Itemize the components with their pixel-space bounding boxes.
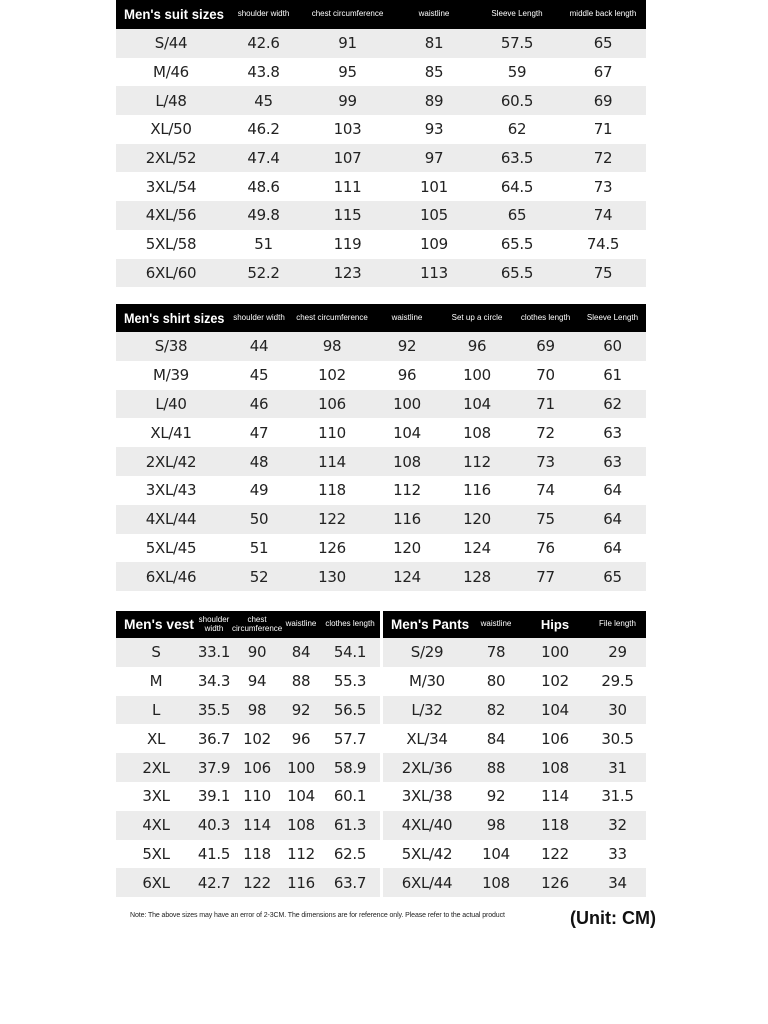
measurement-cell: 74.5 — [560, 230, 646, 259]
measurement-cell: 64 — [579, 505, 646, 534]
measurement-cell: 93 — [394, 115, 474, 144]
measurement-cell: 104 — [471, 840, 521, 869]
size-label-cell: 6XL/44 — [383, 868, 471, 897]
measurement-cell: 96 — [372, 361, 442, 390]
table-row — [116, 505, 646, 534]
size-label-cell: 2XL — [116, 753, 196, 782]
measurement-cell: 69 — [560, 86, 646, 115]
measurement-cell: 32 — [589, 811, 646, 840]
measurement-cell: 100 — [372, 390, 442, 419]
measurement-cell: 104 — [521, 696, 589, 725]
measurement-cell: 128 — [442, 562, 512, 591]
size-label-cell: 4XL/44 — [116, 505, 226, 534]
measurement-cell: 96 — [442, 332, 512, 361]
measurement-cell: 62 — [474, 115, 560, 144]
measurement-cell: 39.1 — [196, 782, 232, 811]
measurement-cell: 107 — [301, 144, 394, 173]
size-label-cell: S — [116, 638, 196, 667]
column-header: chest circumference — [232, 611, 282, 638]
measurement-cell: 100 — [442, 361, 512, 390]
table-row — [383, 840, 646, 869]
table-header-row — [116, 0, 646, 29]
vest-size-table — [116, 611, 380, 897]
table-row — [383, 638, 646, 667]
measurement-cell: 104 — [282, 782, 320, 811]
size-label-cell: M/30 — [383, 667, 471, 696]
measurement-cell: 120 — [372, 534, 442, 563]
measurement-cell: 59 — [474, 58, 560, 87]
measurement-cell: 106 — [292, 390, 372, 419]
measurement-cell: 91 — [301, 29, 394, 58]
measurement-cell: 51 — [226, 230, 301, 259]
measurement-cell: 89 — [394, 86, 474, 115]
size-label-cell: 5XL — [116, 840, 196, 869]
column-header: clothes length — [512, 304, 579, 332]
measurement-cell: 33.1 — [196, 638, 232, 667]
size-label-cell: L/40 — [116, 390, 226, 419]
measurement-cell: 48 — [226, 447, 292, 476]
column-header: Hips — [521, 611, 589, 638]
pants-size-table — [383, 611, 646, 897]
measurement-cell: 97 — [394, 144, 474, 173]
column-header: middle back length — [560, 0, 646, 29]
measurement-cell: 42.6 — [226, 29, 301, 58]
size-label-cell: M/39 — [116, 361, 226, 390]
column-header: chest circumference — [292, 304, 372, 332]
measurement-cell: 41.5 — [196, 840, 232, 869]
vest-table-body — [116, 638, 380, 897]
measurement-cell: 114 — [521, 782, 589, 811]
measurement-cell: 102 — [521, 667, 589, 696]
measurement-cell: 95 — [301, 58, 394, 87]
measurement-cell: 34 — [589, 868, 646, 897]
table-row — [116, 86, 646, 115]
table-row — [116, 447, 646, 476]
column-header: Sleeve Length — [474, 0, 560, 29]
table-header-row — [116, 611, 380, 638]
column-header: waistline — [394, 0, 474, 29]
measurement-cell: 114 — [232, 811, 282, 840]
table-header-row — [116, 304, 646, 332]
measurement-cell: 63 — [579, 447, 646, 476]
measurement-cell: 73 — [512, 447, 579, 476]
unit-label: (Unit: CM) — [570, 908, 656, 928]
measurement-cell: 118 — [521, 811, 589, 840]
measurement-cell: 111 — [301, 172, 394, 201]
size-label-cell: 3XL/38 — [383, 782, 471, 811]
table-row — [116, 390, 646, 419]
measurement-cell: 102 — [232, 724, 282, 753]
disclaimer-note: Note: The above sizes may have an error of 2-3CM. The dimensions are for reference only. Please refer to the actual product — [130, 912, 505, 919]
shirt-table-body — [116, 332, 646, 591]
measurement-cell: 71 — [512, 390, 579, 419]
size-label-cell: S/29 — [383, 638, 471, 667]
measurement-cell: 70 — [512, 361, 579, 390]
measurement-cell: 106 — [521, 724, 589, 753]
measurement-cell: 108 — [471, 868, 521, 897]
suit-table-body — [116, 29, 646, 287]
measurement-cell: 90 — [232, 638, 282, 667]
size-label-cell: XL — [116, 724, 196, 753]
measurement-cell: 76 — [512, 534, 579, 563]
measurement-cell: 113 — [394, 259, 474, 288]
measurement-cell: 115 — [301, 201, 394, 230]
size-label-cell: S/38 — [116, 332, 226, 361]
table-row — [383, 811, 646, 840]
measurement-cell: 65 — [560, 29, 646, 58]
column-header: waistline — [372, 304, 442, 332]
measurement-cell: 55.3 — [320, 667, 380, 696]
measurement-cell: 61 — [579, 361, 646, 390]
table-row — [116, 840, 380, 869]
measurement-cell: 62 — [579, 390, 646, 419]
measurement-cell: 104 — [442, 390, 512, 419]
table-row — [116, 172, 646, 201]
size-label-cell: 6XL/46 — [116, 562, 226, 591]
measurement-cell: 42.7 — [196, 868, 232, 897]
measurement-cell: 80 — [471, 667, 521, 696]
suit-table-title — [116, 0, 226, 29]
measurement-cell: 60.1 — [320, 782, 380, 811]
table-row — [383, 696, 646, 725]
measurement-cell: 77 — [512, 562, 579, 591]
table-row — [116, 115, 646, 144]
size-label-cell: 3XL — [116, 782, 196, 811]
size-label-cell: L/48 — [116, 86, 226, 115]
table-row — [116, 259, 646, 288]
column-header: clothes length — [320, 611, 380, 638]
size-label-cell: 2XL/42 — [116, 447, 226, 476]
measurement-cell: 122 — [232, 868, 282, 897]
table-row — [116, 332, 646, 361]
pants-table-title — [383, 611, 471, 638]
table-row — [116, 534, 646, 563]
measurement-cell: 65.5 — [474, 259, 560, 288]
measurement-cell: 119 — [301, 230, 394, 259]
size-label-cell: XL/50 — [116, 115, 226, 144]
table-row — [383, 724, 646, 753]
table-row — [116, 58, 646, 87]
measurement-cell: 112 — [282, 840, 320, 869]
table-row — [383, 868, 646, 897]
measurement-cell: 108 — [372, 447, 442, 476]
measurement-cell: 116 — [372, 505, 442, 534]
table-row — [383, 667, 646, 696]
measurement-cell: 54.1 — [320, 638, 380, 667]
measurement-cell: 35.5 — [196, 696, 232, 725]
shirt-size-table — [116, 304, 646, 591]
size-label-cell: L — [116, 696, 196, 725]
column-header: shoulder width — [226, 0, 301, 29]
table-row — [116, 144, 646, 173]
measurement-cell: 88 — [471, 753, 521, 782]
measurement-cell: 112 — [442, 447, 512, 476]
measurement-cell: 96 — [282, 724, 320, 753]
size-label-cell: 3XL/54 — [116, 172, 226, 201]
size-label-cell: 4XL — [116, 811, 196, 840]
measurement-cell: 64.5 — [474, 172, 560, 201]
size-label-cell: 6XL — [116, 868, 196, 897]
measurement-cell: 103 — [301, 115, 394, 144]
measurement-cell: 118 — [292, 476, 372, 505]
measurement-cell: 63.7 — [320, 868, 380, 897]
measurement-cell: 98 — [232, 696, 282, 725]
measurement-cell: 33 — [589, 840, 646, 869]
measurement-cell: 126 — [521, 868, 589, 897]
measurement-cell: 94 — [232, 667, 282, 696]
measurement-cell: 74 — [560, 201, 646, 230]
measurement-cell: 75 — [560, 259, 646, 288]
size-label-cell: L/32 — [383, 696, 471, 725]
measurement-cell: 84 — [471, 724, 521, 753]
table-row — [116, 201, 646, 230]
measurement-cell: 108 — [442, 418, 512, 447]
measurement-cell: 88 — [282, 667, 320, 696]
size-label-cell: M — [116, 667, 196, 696]
measurement-cell: 63.5 — [474, 144, 560, 173]
measurement-cell: 49.8 — [226, 201, 301, 230]
measurement-cell: 109 — [394, 230, 474, 259]
measurement-cell: 43.8 — [226, 58, 301, 87]
size-label-cell: XL/34 — [383, 724, 471, 753]
measurement-cell: 45 — [226, 361, 292, 390]
size-label-cell: 5XL/42 — [383, 840, 471, 869]
measurement-cell: 65 — [579, 562, 646, 591]
measurement-cell: 104 — [372, 418, 442, 447]
measurement-cell: 124 — [442, 534, 512, 563]
table-title-text: Men's vest — [124, 616, 195, 633]
measurement-cell: 64 — [579, 534, 646, 563]
measurement-cell: 31.5 — [589, 782, 646, 811]
measurement-cell: 56.5 — [320, 696, 380, 725]
measurement-cell: 110 — [292, 418, 372, 447]
size-label-cell: S/44 — [116, 29, 226, 58]
measurement-cell: 81 — [394, 29, 474, 58]
measurement-cell: 100 — [282, 753, 320, 782]
measurement-cell: 112 — [372, 476, 442, 505]
measurement-cell: 98 — [471, 811, 521, 840]
measurement-cell: 29.5 — [589, 667, 646, 696]
measurement-cell: 50 — [226, 505, 292, 534]
table-row — [116, 476, 646, 505]
measurement-cell: 122 — [521, 840, 589, 869]
table-row — [116, 562, 646, 591]
measurement-cell: 51 — [226, 534, 292, 563]
measurement-cell: 99 — [301, 86, 394, 115]
measurement-cell: 45 — [226, 86, 301, 115]
measurement-cell: 47 — [226, 418, 292, 447]
measurement-cell: 105 — [394, 201, 474, 230]
measurement-cell: 74 — [512, 476, 579, 505]
table-row — [383, 753, 646, 782]
table-header-row — [383, 611, 646, 638]
measurement-cell: 65.5 — [474, 230, 560, 259]
measurement-cell: 49 — [226, 476, 292, 505]
measurement-cell: 48.6 — [226, 172, 301, 201]
measurement-cell: 37.9 — [196, 753, 232, 782]
measurement-cell: 34.3 — [196, 667, 232, 696]
measurement-cell: 116 — [442, 476, 512, 505]
size-label-cell: 3XL/43 — [116, 476, 226, 505]
size-label-cell: XL/41 — [116, 418, 226, 447]
column-header: File length — [589, 611, 646, 638]
suit-size-table — [116, 0, 646, 287]
column-header: Sleeve Length — [579, 304, 646, 332]
column-header: shoulder width — [196, 611, 232, 638]
size-label-cell: 4XL/56 — [116, 201, 226, 230]
measurement-cell: 92 — [282, 696, 320, 725]
measurement-cell: 30.5 — [589, 724, 646, 753]
measurement-cell: 63 — [579, 418, 646, 447]
measurement-cell: 52 — [226, 562, 292, 591]
measurement-cell: 92 — [372, 332, 442, 361]
table-row — [116, 782, 380, 811]
measurement-cell: 30 — [589, 696, 646, 725]
measurement-cell: 116 — [282, 868, 320, 897]
measurement-cell: 69 — [512, 332, 579, 361]
measurement-cell: 36.7 — [196, 724, 232, 753]
vest-table-title — [116, 611, 196, 638]
measurement-cell: 31 — [589, 753, 646, 782]
table-row — [116, 418, 646, 447]
measurement-cell: 57.7 — [320, 724, 380, 753]
measurement-cell: 130 — [292, 562, 372, 591]
measurement-cell: 102 — [292, 361, 372, 390]
measurement-cell: 60 — [579, 332, 646, 361]
measurement-cell: 126 — [292, 534, 372, 563]
measurement-cell: 47.4 — [226, 144, 301, 173]
shirt-table-title — [116, 304, 226, 332]
measurement-cell: 120 — [442, 505, 512, 534]
table-title-text: Men's shirt sizes — [124, 309, 225, 326]
table-row — [116, 667, 380, 696]
measurement-cell: 65 — [474, 201, 560, 230]
column-header: chest circumference — [301, 0, 394, 29]
measurement-cell: 78 — [471, 638, 521, 667]
measurement-cell: 123 — [301, 259, 394, 288]
measurement-cell: 75 — [512, 505, 579, 534]
size-label-cell: 2XL/52 — [116, 144, 226, 173]
measurement-cell: 100 — [521, 638, 589, 667]
column-header: waistline — [471, 611, 521, 638]
measurement-cell: 124 — [372, 562, 442, 591]
measurement-cell: 60.5 — [474, 86, 560, 115]
measurement-cell: 106 — [232, 753, 282, 782]
measurement-cell: 71 — [560, 115, 646, 144]
measurement-cell: 46.2 — [226, 115, 301, 144]
table-row — [116, 230, 646, 259]
measurement-cell: 44 — [226, 332, 292, 361]
table-title-text: Men's Pants — [391, 616, 470, 633]
measurement-cell: 52.2 — [226, 259, 301, 288]
pants-table-body — [383, 638, 646, 897]
measurement-cell: 46 — [226, 390, 292, 419]
table-row — [116, 638, 380, 667]
measurement-cell: 84 — [282, 638, 320, 667]
size-label-cell: 4XL/40 — [383, 811, 471, 840]
measurement-cell: 85 — [394, 58, 474, 87]
size-label-cell: M/46 — [116, 58, 226, 87]
column-header: Set up a circle — [442, 304, 512, 332]
size-label-cell: 5XL/58 — [116, 230, 226, 259]
measurement-cell: 64 — [579, 476, 646, 505]
table-row — [116, 29, 646, 58]
table-row — [116, 753, 380, 782]
size-label-cell: 5XL/45 — [116, 534, 226, 563]
measurement-cell: 67 — [560, 58, 646, 87]
measurement-cell: 114 — [292, 447, 372, 476]
measurement-cell: 72 — [512, 418, 579, 447]
measurement-cell: 73 — [560, 172, 646, 201]
measurement-cell: 29 — [589, 638, 646, 667]
table-title-text: Men's suit sizes — [124, 6, 225, 23]
measurement-cell: 72 — [560, 144, 646, 173]
table-row — [116, 868, 380, 897]
table-row — [116, 724, 380, 753]
table-row — [116, 361, 646, 390]
table-row — [116, 811, 380, 840]
measurement-cell: 57.5 — [474, 29, 560, 58]
measurement-cell: 108 — [282, 811, 320, 840]
measurement-cell: 122 — [292, 505, 372, 534]
table-row — [383, 782, 646, 811]
measurement-cell: 108 — [521, 753, 589, 782]
size-label-cell: 6XL/60 — [116, 259, 226, 288]
measurement-cell: 101 — [394, 172, 474, 201]
measurement-cell: 61.3 — [320, 811, 380, 840]
column-header: shoulder width — [226, 304, 292, 332]
measurement-cell: 110 — [232, 782, 282, 811]
measurement-cell: 92 — [471, 782, 521, 811]
measurement-cell: 58.9 — [320, 753, 380, 782]
measurement-cell: 62.5 — [320, 840, 380, 869]
measurement-cell: 118 — [232, 840, 282, 869]
size-label-cell: 2XL/36 — [383, 753, 471, 782]
column-header: waistline — [282, 611, 320, 638]
measurement-cell: 98 — [292, 332, 372, 361]
table-row — [116, 696, 380, 725]
measurement-cell: 40.3 — [196, 811, 232, 840]
measurement-cell: 82 — [471, 696, 521, 725]
